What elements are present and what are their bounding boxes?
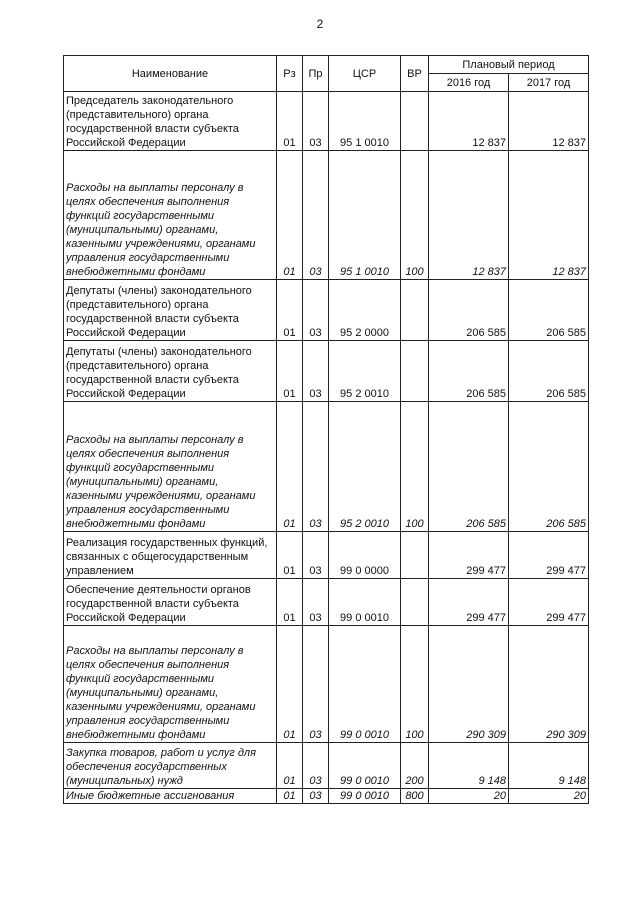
row-rz: 01 xyxy=(277,743,303,789)
row-csr: 99 0 0000 xyxy=(329,532,401,579)
header-year-2017: 2017 год xyxy=(509,74,589,92)
row-vr xyxy=(401,341,429,402)
row-name: Иные бюджетные ассигнования xyxy=(64,789,277,804)
budget-table xyxy=(63,55,589,804)
row-value-2017: 20 xyxy=(509,789,589,804)
row-csr: 99 0 0010 xyxy=(329,789,401,804)
table-body xyxy=(64,92,589,804)
row-pr: 03 xyxy=(303,789,329,804)
row-csr: 95 1 0010 xyxy=(329,151,401,280)
row-rz: 01 xyxy=(277,402,303,532)
row-vr: 200 xyxy=(401,743,429,789)
row-value-2016: 12 837 xyxy=(429,92,509,151)
row-csr: 95 1 0010 xyxy=(329,92,401,151)
row-csr: 99 0 0010 xyxy=(329,743,401,789)
row-rz: 01 xyxy=(277,341,303,402)
row-value-2016: 20 xyxy=(429,789,509,804)
row-value-2017: 9 148 xyxy=(509,743,589,789)
row-value-2017: 290 309 xyxy=(509,626,589,743)
row-name: Председатель законодательного (представительного) органа государственной власти субъекта Российской Федерации xyxy=(64,92,277,151)
row-vr xyxy=(401,92,429,151)
row-value-2016: 206 585 xyxy=(429,402,509,532)
row-pr: 03 xyxy=(303,743,329,789)
row-value-2017: 206 585 xyxy=(509,341,589,402)
row-name: Реализация государственных функций, связанных с общегосударственным управлением xyxy=(64,532,277,579)
row-value-2016: 299 477 xyxy=(429,579,509,626)
table-row xyxy=(64,151,589,280)
row-rz: 01 xyxy=(277,92,303,151)
row-pr: 03 xyxy=(303,402,329,532)
row-vr: 100 xyxy=(401,402,429,532)
header-pr: Пр xyxy=(303,56,329,92)
row-csr: 99 0 0010 xyxy=(329,579,401,626)
row-name: Депутаты (члены) законодательного (представительного) органа государственной власти субъекта Российской Федерации xyxy=(64,341,277,402)
row-value-2016: 9 148 xyxy=(429,743,509,789)
row-rz: 01 xyxy=(277,626,303,743)
row-value-2017: 12 837 xyxy=(509,92,589,151)
header-name: Наименование xyxy=(64,56,277,92)
page-number: 2 xyxy=(316,17,324,31)
table-row xyxy=(64,341,589,402)
row-pr: 03 xyxy=(303,532,329,579)
table-row xyxy=(64,579,589,626)
row-name: Обеспечение деятельности органов государственной власти субъекта Российской Федерации xyxy=(64,579,277,626)
row-rz: 01 xyxy=(277,789,303,804)
row-value-2017: 206 585 xyxy=(509,280,589,341)
table-row xyxy=(64,626,589,743)
row-name: Расходы на выплаты персоналу в целях обеспечения выполнения функций государственными (муниципальными) органами, казенными учреждениями, органами управления государственными внебюджетными фондами xyxy=(64,151,277,280)
header-vr: ВР xyxy=(401,56,429,92)
row-value-2016: 206 585 xyxy=(429,280,509,341)
row-value-2016: 206 585 xyxy=(429,341,509,402)
table-row xyxy=(64,280,589,341)
row-pr: 03 xyxy=(303,341,329,402)
table-row xyxy=(64,789,589,804)
table-row xyxy=(64,402,589,532)
row-value-2017: 206 585 xyxy=(509,402,589,532)
header-rz: Рз xyxy=(277,56,303,92)
row-pr: 03 xyxy=(303,280,329,341)
row-csr: 95 2 0000 xyxy=(329,280,401,341)
row-name: Расходы на выплаты персоналу в целях обеспечения выполнения функций государственными (муниципальными) органами, казенными учреждениями, органами управления государственными внебюджетными фондами xyxy=(64,402,277,532)
row-pr: 03 xyxy=(303,92,329,151)
row-value-2016: 12 837 xyxy=(429,151,509,280)
row-vr xyxy=(401,280,429,341)
row-rz: 01 xyxy=(277,532,303,579)
row-name: Расходы на выплаты персоналу в целях обеспечения выполнения функций государственными (муниципальными) органами, казенными учреждениями, органами управления государственными внебюджетными фондами xyxy=(64,626,277,743)
row-value-2017: 12 837 xyxy=(509,151,589,280)
row-vr: 800 xyxy=(401,789,429,804)
header-planned-period: Плановый период xyxy=(429,56,589,74)
row-pr: 03 xyxy=(303,579,329,626)
row-csr: 99 0 0010 xyxy=(329,626,401,743)
header-csr: ЦСР xyxy=(329,56,401,92)
row-rz: 01 xyxy=(277,280,303,341)
row-value-2016: 290 309 xyxy=(429,626,509,743)
row-name: Закупка товаров, работ и услуг для обеспечения государственных (муниципальных) нужд xyxy=(64,743,277,789)
row-vr xyxy=(401,579,429,626)
row-csr: 95 2 0010 xyxy=(329,341,401,402)
row-rz: 01 xyxy=(277,151,303,280)
row-vr xyxy=(401,532,429,579)
row-value-2017: 299 477 xyxy=(509,532,589,579)
table-row xyxy=(64,92,589,151)
header-year-2016: 2016 год xyxy=(429,74,509,92)
table-row xyxy=(64,743,589,789)
row-value-2016: 299 477 xyxy=(429,532,509,579)
row-value-2017: 299 477 xyxy=(509,579,589,626)
row-csr: 95 2 0010 xyxy=(329,402,401,532)
table-row xyxy=(64,532,589,579)
row-name: Депутаты (члены) законодательного (представительного) органа государственной власти субъекта Российской Федерации xyxy=(64,280,277,341)
row-vr: 100 xyxy=(401,151,429,280)
row-pr: 03 xyxy=(303,151,329,280)
row-pr: 03 xyxy=(303,626,329,743)
row-rz: 01 xyxy=(277,579,303,626)
row-vr: 100 xyxy=(401,626,429,743)
